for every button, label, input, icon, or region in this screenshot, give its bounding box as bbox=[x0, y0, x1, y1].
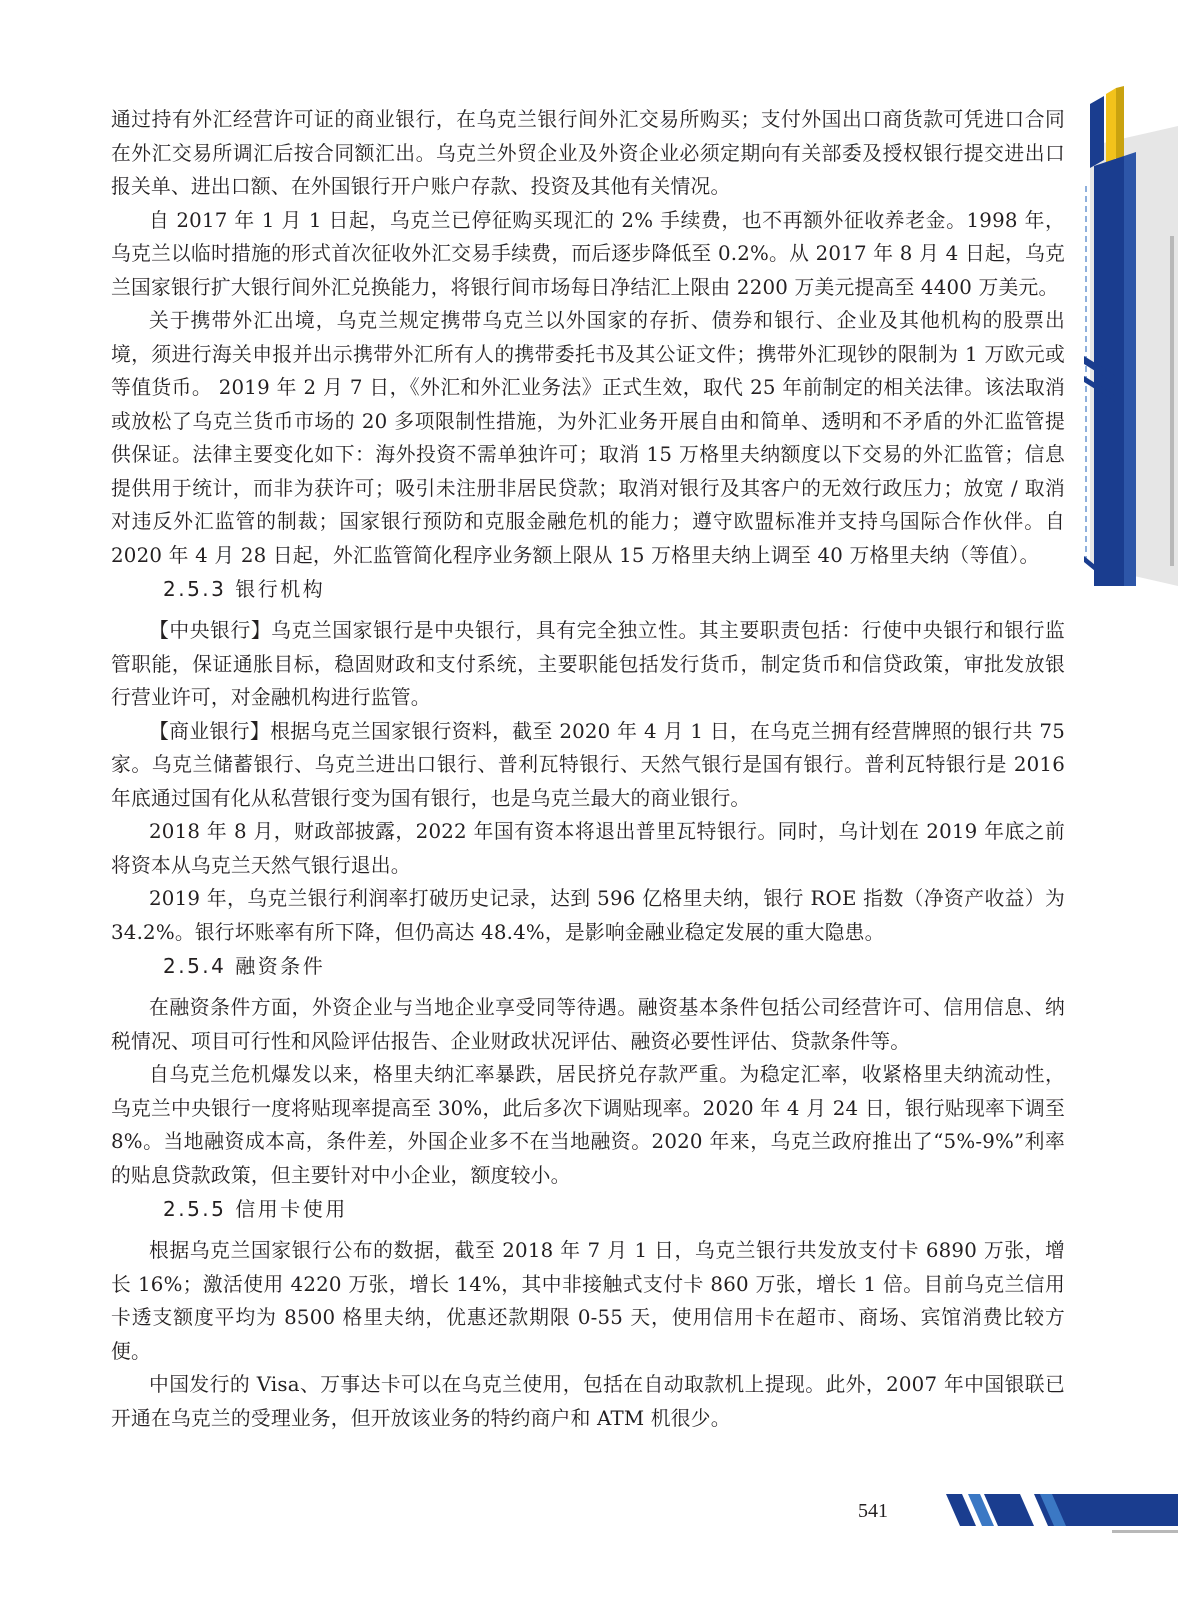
paragraph-forex-purchase: 通过持有外汇经营许可证的商业银行，在乌克兰银行间外汇交易所购买；支付外国出口商货款可凭进口合同在外汇交易所调汇后按合同额汇出。乌克兰外贸企业及外资企业必须定期向有关部委及授权银行提交进出口报关单、进出口额、在外国银行开户账户存款、投资及其他有关情况。 bbox=[111, 108, 1065, 198]
footer-stripes-decoration bbox=[940, 1490, 1178, 1534]
page-number: 541 bbox=[858, 1500, 888, 1522]
paragraph-state-capital-exit: 2018 年 8 月，财政部披露，2022 年国有资本将退出普里瓦特银行。同时，乌计划在 2019 年底之前将资本从乌克兰天然气银行退出。 bbox=[111, 820, 1065, 877]
paragraph-forex-outbound: 关于携带外汇出境，乌克兰规定携带乌克兰以外国家的存折、债券和银行、企业及其他机构的股票出境，须进行海关申报并出示携带外汇所有人的携带委托书及其公证文件；携带外汇现钞的限制为 1 万欧元或等值货币。 2019 年 2 月 7 日，《外汇和外汇业务法》正式生效，取代 25 年前制定的相关法律。该法取消或放松了乌克兰货币市场的 20 多项限制性措施，为外汇业务开展自由和简单、透明和不矛盾的外汇监管提供保证。法律主要变化如下：海外投资不需单独许可；取消 15 万格里夫纳额度以下交易的外汇监管；信息提供用于统计，而非为获许可；吸引未注册非居民贷款；取消对银行及其客户的无效行政压力；放宽 / 取消对违反外汇监管的制裁；国家银行预防和克服金融危机的能力；遵守欧盟标准并支持乌国际合作伙伴。自 2020 年 4 月 28 日起，外汇监管简化程序业务额上限从 15 万格里夫纳上调至 40 万格里夫纳（等值）。 bbox=[111, 309, 1065, 567]
document-body bbox=[111, 103, 1065, 1435]
paragraph-discount-rate: 自乌克兰危机爆发以来，格里夫纳汇率暴跌，居民挤兑存款严重。为稳定汇率，收紧格里夫纳流动性，乌克兰中央银行一度将贴现率提高至 30%，此后多次下调贴现率。2020 年 4 月 24 日，银行贴现率下调至 8%。当地融资成本高，条件差，外国企业多不在当地融资。2020 年来，乌克兰政府推出了“5%-9%”利率的贴息贷款政策，但主要针对中小企业，额度较小。 bbox=[111, 1063, 1065, 1187]
side-tab-decoration bbox=[1076, 86, 1178, 586]
paragraph-payment-cards: 根据乌克兰国家银行公布的数据，截至 2018 年 7 月 1 日，乌克兰银行共发放支付卡 6890 万张，增长 16%；激活使用 4220 万张，增长 14%，其中非接触式支付卡 860 万张，增长 1 倍。目前乌克兰信用卡透支额度平均为 8500 格里夫纳，优惠还款期限 0-55 天，使用信用卡在超市、商场、宾馆消费比较方便。 bbox=[111, 1239, 1065, 1363]
paragraph-central-bank: 【中央银行】乌克兰国家银行是中央银行，具有完全独立性。其主要职责包括：行使中央银行和银行监管职能，保证通胀目标，稳固财政和支付系统，主要职能包括发行货币，制定货币和信贷政策，审批发放银行营业许可，对金融机构进行监管。 bbox=[111, 619, 1065, 709]
paragraph-chinese-cards: 中国发行的 Visa、万事达卡可以在乌克兰使用，包括在自动取款机上提现。此外，2007 年中国银联已开通在乌克兰的受理业务，但开放该业务的特约商户和 ATM 机很少。 bbox=[111, 1373, 1065, 1430]
paragraph-forex-fees: 自 2017 年 1 月 1 日起，乌克兰已停征购买现汇的 2% 手续费，也不再额外征收养老金。1998 年，乌克兰以临时措施的形式首次征收外汇交易手续费，而后逐步降低至 0.2%。从 2017 年 8 月 4 日起，乌克兰国家银行扩大银行间外汇兑换能力，将银行间市场每日净结汇上限由 2200 万美元提高至 4400 万美元。 bbox=[111, 208, 1065, 299]
paragraph-bank-profit: 2019 年，乌克兰银行利润率打破历史记录，达到 596 亿格里夫纳，银行 ROE 指数（净资产收益）为 34.2%。银行坏账率有所下降，但仍高达 48.4%，是影响金融业稳定发展的重大隐患。 bbox=[111, 887, 1065, 944]
section-heading-banking-institutions: 2.5.3 银行机构 bbox=[163, 577, 326, 601]
paragraph-commercial-banks: 【商业银行】根据乌克兰国家银行资料，截至 2020 年 4 月 1 日，在乌克兰拥有经营牌照的银行共 75 家。乌克兰储蓄银行、乌克兰进出口银行、普利瓦特银行、天然气银行是国有银行。普利瓦特银行是 2016 年底通过国有化从私营银行变为国有银行，也是乌克兰最大的商业银行。 bbox=[111, 719, 1065, 810]
section-heading-financing-conditions: 2.5.4 融资条件 bbox=[163, 954, 326, 978]
section-heading-credit-card-usage: 2.5.5 信用卡使用 bbox=[163, 1197, 348, 1221]
paragraph-financing-equal-treatment: 在融资条件方面，外资企业与当地企业享受同等待遇。融资基本条件包括公司经营许可、信用信息、纳税情况、项目可行性和风险评估报告、企业财政状况评估、融资必要性评估、贷款条件等。 bbox=[111, 996, 1065, 1053]
